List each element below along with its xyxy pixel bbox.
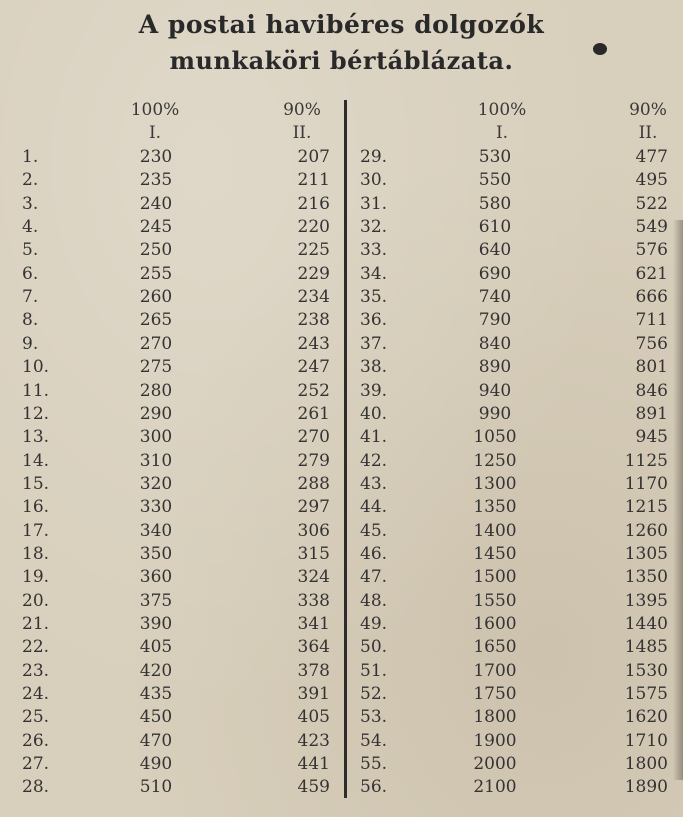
- salary-100-left: 280: [139, 380, 173, 401]
- row-number-left: 17.: [22, 520, 50, 541]
- salary-100-right: 1800: [473, 707, 517, 728]
- salary-100-right: 1050: [473, 427, 517, 448]
- row-number-right: 45.: [360, 520, 388, 541]
- row-number-right: 31.: [360, 193, 388, 214]
- salary-100-right: 1450: [473, 543, 517, 564]
- salary-100-left: 270: [139, 333, 173, 354]
- row-number-right: 33.: [360, 240, 388, 261]
- table-row: [0, 194, 683, 217]
- salary-100-right: 840: [478, 333, 512, 354]
- row-number-right: 52.: [360, 684, 388, 705]
- salary-100-right: 790: [478, 310, 512, 331]
- salary-90-right: 1575: [624, 684, 668, 705]
- row-number-left: 6.: [22, 263, 39, 284]
- salary-100-left: 240: [139, 193, 173, 214]
- salary-100-left: 510: [139, 777, 173, 798]
- row-number-left: 22.: [22, 637, 50, 658]
- salary-100-right: 2000: [473, 754, 517, 775]
- salary-100-right: 990: [478, 403, 512, 424]
- salary-90-left: 211: [297, 170, 330, 191]
- salary-100-left: 260: [139, 287, 173, 308]
- table-row: [0, 661, 683, 684]
- salary-100-right: 1750: [473, 684, 517, 705]
- row-number-right: 53.: [360, 707, 388, 728]
- salary-100-right: 1250: [473, 450, 517, 471]
- salary-90-right: 711: [635, 310, 668, 331]
- salary-100-left: 450: [139, 707, 173, 728]
- header-right-pct-100: 100%: [477, 100, 527, 120]
- table-row: [0, 544, 683, 567]
- salary-90-right: 666: [635, 287, 668, 308]
- ink-blot: [593, 43, 607, 55]
- salary-90-left: 315: [297, 543, 330, 564]
- salary-100-left: 490: [139, 754, 173, 775]
- salary-90-left: 225: [297, 240, 330, 261]
- header-right-cat-2: II.: [638, 123, 658, 143]
- table-row: [0, 474, 683, 497]
- page-edge-shadow: [673, 220, 683, 780]
- salary-90-right: 1125: [624, 450, 668, 471]
- row-number-right: 36.: [360, 310, 388, 331]
- row-number-left: 4.: [22, 217, 39, 238]
- row-number-right: 30.: [360, 170, 388, 191]
- salary-100-left: 320: [139, 473, 173, 494]
- salary-90-left: 261: [297, 403, 330, 424]
- header-left-pct-90: 90%: [283, 100, 321, 120]
- salary-100-right: 610: [478, 217, 512, 238]
- row-number-right: 47.: [360, 567, 388, 588]
- salary-100-left: 235: [139, 170, 173, 191]
- salary-90-right: 1440: [624, 614, 668, 634]
- row-number-right: 35.: [360, 287, 388, 308]
- row-number-left: 8.: [22, 310, 39, 331]
- salary-90-left: 297: [297, 497, 330, 518]
- salary-100-right: 940: [478, 380, 512, 401]
- salary-90-right: 549: [635, 217, 668, 238]
- salary-100-left: 420: [139, 660, 173, 681]
- row-number-right: 44.: [360, 497, 388, 518]
- table-row: [0, 637, 683, 660]
- salary-100-left: 375: [139, 590, 173, 611]
- row-number-left: 5.: [22, 240, 39, 261]
- salary-90-left: 441: [297, 754, 330, 775]
- row-number-right: 42.: [360, 450, 388, 471]
- salary-100-right: 1600: [473, 614, 517, 634]
- salary-90-left: 207: [297, 147, 330, 167]
- row-number-left: 15.: [22, 473, 50, 494]
- row-number-right: 48.: [360, 590, 388, 611]
- salary-100-left: 300: [139, 427, 173, 448]
- salary-100-left: 360: [139, 567, 173, 588]
- row-number-left: 27.: [22, 754, 50, 775]
- salary-90-right: 621: [635, 263, 668, 284]
- salary-90-right: 1305: [624, 543, 668, 564]
- salary-100-left: 275: [139, 357, 173, 378]
- table-row: [0, 614, 683, 637]
- salary-90-left: 338: [297, 590, 330, 611]
- salary-90-right: 1710: [624, 730, 668, 751]
- row-number-left: 25.: [22, 707, 50, 728]
- row-number-left: 2.: [22, 170, 39, 191]
- salary-100-right: 1350: [473, 497, 517, 518]
- salary-100-right: 1300: [473, 473, 517, 494]
- salary-100-right: 2100: [473, 777, 517, 798]
- row-number-left: 18.: [22, 543, 50, 564]
- salary-100-left: 250: [139, 240, 173, 261]
- table-row: [0, 731, 683, 754]
- header-right-cat-1: I.: [495, 123, 509, 143]
- salary-100-right: 690: [478, 263, 512, 284]
- salary-90-right: 522: [635, 193, 668, 214]
- salary-90-right: 1800: [624, 754, 668, 775]
- salary-90-right: 1530: [624, 660, 668, 681]
- salary-90-left: 391: [297, 684, 330, 705]
- salary-90-right: 756: [635, 333, 668, 354]
- row-number-left: 7.: [22, 287, 39, 308]
- row-number-right: 38.: [360, 357, 388, 378]
- row-number-right: 32.: [360, 217, 388, 238]
- row-number-left: 16.: [22, 497, 50, 518]
- salary-100-left: 245: [139, 217, 173, 238]
- salary-90-right: 801: [635, 357, 668, 378]
- table-row: [0, 147, 683, 170]
- salary-100-right: 1900: [473, 730, 517, 751]
- salary-100-right: 1650: [473, 637, 517, 658]
- salary-90-left: 364: [297, 637, 330, 658]
- row-number-left: 11.: [22, 380, 50, 401]
- table-row: [0, 777, 683, 800]
- salary-90-left: 423: [297, 730, 330, 751]
- header-left-cat-2: II.: [292, 123, 312, 143]
- salary-90-left: 288: [297, 473, 330, 494]
- salary-100-left: 230: [139, 147, 173, 167]
- row-number-right: 37.: [360, 333, 388, 354]
- salary-100-left: 340: [139, 520, 173, 541]
- salary-90-left: 405: [297, 707, 330, 728]
- salary-100-left: 470: [139, 730, 173, 751]
- row-number-left: 10.: [22, 357, 50, 378]
- row-number-right: 46.: [360, 543, 388, 564]
- salary-90-right: 1260: [624, 520, 668, 541]
- salary-90-right: 1620: [624, 707, 668, 728]
- salary-100-left: 330: [139, 497, 173, 518]
- header-right-pct-90: 90%: [629, 100, 667, 120]
- table-row: [0, 381, 683, 404]
- salary-100-right: 740: [478, 287, 512, 308]
- row-number-right: 40.: [360, 403, 388, 424]
- salary-100-left: 265: [139, 310, 173, 331]
- salary-90-right: 477: [635, 147, 668, 167]
- row-number-right: 55.: [360, 754, 388, 775]
- salary-90-left: 238: [297, 310, 330, 331]
- row-number-left: 19.: [22, 567, 50, 588]
- row-number-left: 20.: [22, 590, 50, 611]
- salary-90-left: 341: [297, 614, 330, 634]
- row-number-right: 49.: [360, 614, 388, 634]
- salary-100-right: 1500: [473, 567, 517, 588]
- row-number-left: 3.: [22, 193, 39, 214]
- table-row: [0, 170, 683, 193]
- row-number-left: 21.: [22, 614, 50, 634]
- salary-90-left: 247: [297, 357, 330, 378]
- salary-100-right: 530: [478, 147, 512, 167]
- salary-90-right: 1170: [624, 473, 668, 494]
- salary-90-left: 243: [297, 333, 330, 354]
- row-number-right: 56.: [360, 777, 388, 798]
- salary-90-left: 324: [297, 567, 330, 588]
- salary-100-right: 580: [478, 193, 512, 214]
- table-row: [0, 240, 683, 263]
- row-number-left: 28.: [22, 777, 50, 798]
- salary-90-left: 279: [297, 450, 330, 471]
- row-number-left: 14.: [22, 450, 50, 471]
- row-number-right: 51.: [360, 660, 388, 681]
- row-number-left: 12.: [22, 403, 50, 424]
- salary-100-right: 550: [478, 170, 512, 191]
- row-number-right: 29.: [360, 147, 388, 167]
- table-row: [0, 684, 683, 707]
- salary-90-left: 306: [297, 520, 330, 541]
- table-row: [0, 310, 683, 333]
- salary-90-right: 1350: [624, 567, 668, 588]
- salary-90-left: 216: [297, 193, 330, 214]
- salary-90-left: 270: [297, 427, 330, 448]
- salary-90-left: 378: [297, 660, 330, 681]
- row-number-left: 24.: [22, 684, 50, 705]
- salary-90-left: 252: [297, 380, 330, 401]
- salary-100-left: 435: [139, 684, 173, 705]
- table-row: [0, 264, 683, 287]
- salary-100-left: 390: [139, 614, 173, 634]
- header-left-cat-1: I.: [148, 123, 162, 143]
- row-number-left: 23.: [22, 660, 50, 681]
- salary-100-right: 640: [478, 240, 512, 261]
- salary-90-right: 1215: [624, 497, 668, 518]
- salary-100-right: 1700: [473, 660, 517, 681]
- salary-90-right: 1890: [624, 777, 668, 798]
- row-number-left: 9.: [22, 333, 39, 354]
- table-title: A postai havibéres dolgozók: [138, 10, 545, 39]
- row-number-left: 26.: [22, 730, 50, 751]
- table-row: [0, 591, 683, 614]
- salary-100-left: 255: [139, 263, 173, 284]
- table-row: [0, 521, 683, 544]
- table-row: [0, 707, 683, 730]
- header-left-pct-100: 100%: [130, 100, 180, 120]
- salary-100-left: 310: [139, 450, 173, 471]
- table-row: [0, 567, 683, 590]
- salary-90-left: 459: [297, 777, 330, 798]
- row-number-right: 54.: [360, 730, 388, 751]
- table-row: [0, 404, 683, 427]
- table-row: [0, 451, 683, 474]
- salary-90-left: 234: [297, 287, 330, 308]
- salary-90-right: 891: [635, 403, 668, 424]
- table-row: [0, 427, 683, 450]
- salary-90-right: 495: [635, 170, 668, 191]
- salary-90-left: 220: [297, 217, 330, 238]
- table-row: [0, 754, 683, 777]
- table-subtitle: munkaköri bértáblázata.: [169, 46, 514, 75]
- table-row: [0, 287, 683, 310]
- salary-90-left: 229: [297, 263, 330, 284]
- table-row: [0, 497, 683, 520]
- row-number-right: 41.: [360, 427, 388, 448]
- salary-90-right: 1485: [624, 637, 668, 658]
- row-number-right: 34.: [360, 263, 388, 284]
- salary-90-right: 846: [635, 380, 668, 401]
- salary-90-right: 1395: [624, 590, 668, 611]
- salary-100-left: 405: [139, 637, 173, 658]
- table-row: [0, 217, 683, 240]
- row-number-right: 43.: [360, 473, 388, 494]
- row-number-right: 39.: [360, 380, 388, 401]
- salary-100-right: 1400: [473, 520, 517, 541]
- table-row: [0, 357, 683, 380]
- salary-100-right: 1550: [473, 590, 517, 611]
- salary-90-right: 945: [635, 427, 668, 448]
- salary-100-left: 290: [139, 403, 173, 424]
- table-row: [0, 334, 683, 357]
- salary-90-right: 576: [635, 240, 668, 261]
- row-number-left: 13.: [22, 427, 50, 448]
- row-number-right: 50.: [360, 637, 388, 658]
- salary-100-right: 890: [478, 357, 512, 378]
- row-number-left: 1.: [22, 147, 39, 167]
- salary-100-left: 350: [139, 543, 173, 564]
